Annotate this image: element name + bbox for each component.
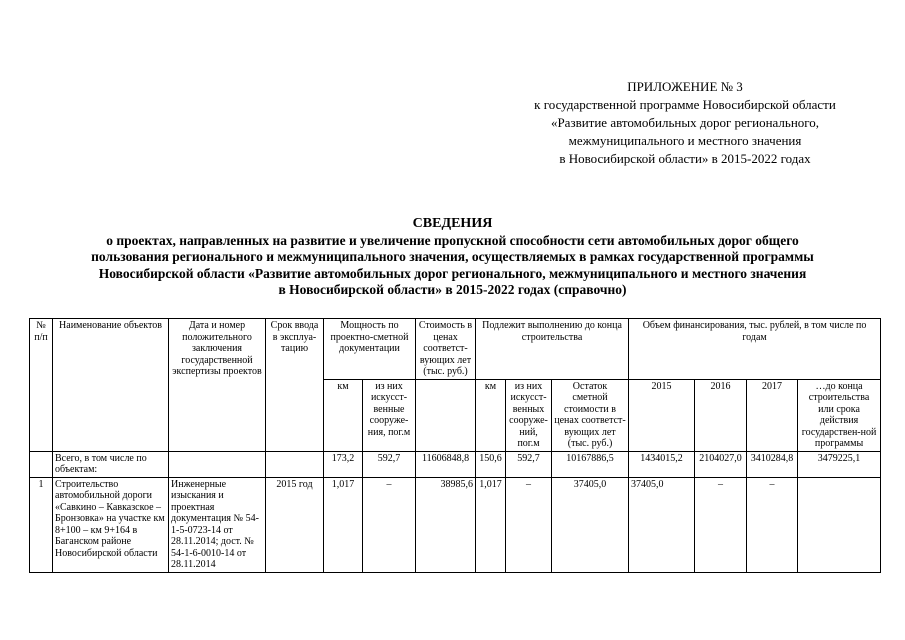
header-name: Наименование объектов: [53, 319, 169, 452]
appendix-number: ПРИЛОЖЕНИЕ № 3: [627, 79, 743, 94]
total-cap-km: 173,2: [324, 451, 363, 477]
row-ex-rest: 37405,0: [552, 477, 629, 572]
row-ex-km: 1,017: [476, 477, 506, 572]
row-2017: –: [747, 477, 798, 572]
header-ex-km: км: [476, 379, 506, 451]
total-ex-art: 592,7: [506, 451, 552, 477]
header-cap-art: из них искусст-венные сооруже-ния, пог.м: [363, 379, 416, 451]
header-2017: 2017: [747, 379, 798, 451]
row-name: Строительство автомобильной дороги «Савкино – Кавказское – Бронзовка» на участке км 8+100 – км 9+164 в Баганском районе Новосибирской области: [53, 477, 169, 572]
header-2016: 2016: [695, 379, 747, 451]
header-ex-art: из них искусст-венных сооруже-ний, пог.м: [506, 379, 552, 451]
total-num: [30, 451, 53, 477]
total-2015: 1434015,2: [629, 451, 695, 477]
appendix-line: в Новосибирской области» в 2015-2022 годах: [559, 151, 811, 166]
total-2016: 2104027,0: [695, 451, 747, 477]
header-cost-cont: [416, 379, 476, 451]
header-ex-rest: Остаток сметной стоимости в ценах соответст-вующих лет (тыс. руб.): [552, 379, 629, 451]
row-expertise: Инженерные изыскания и проектная документация № 54-1-5-0723-14 от 28.11.2014; дост. № 54-1-6-0010-14 от 28.11.2014: [169, 477, 266, 572]
row-2016: –: [695, 477, 747, 572]
header-execution: Подлежит выполнению до конца строительства: [476, 319, 629, 380]
header-cost: Стоимость в ценах соответст-вующих лет (тыс. руб.): [416, 319, 476, 380]
title-line: пользования регионального и межмуниципального значения, осуществляемых в рамках государственной программы: [91, 249, 814, 264]
title-line: Новосибирской области «Развитие автомобильных дорог регионального, межмуниципального и местного значения: [98, 265, 807, 281]
title-heading: СВЕДЕНИЯ: [412, 216, 493, 231]
total-row: [30, 451, 881, 477]
total-ex-rest: 10167886,5: [552, 451, 629, 477]
total-label: Всего, в том числе по объектам:: [53, 451, 169, 477]
total-cost: 11606848,8: [416, 451, 476, 477]
header-financing: Объем финансирования, тыс. рублей, в том числе по годам: [629, 319, 881, 380]
row-term: 2015 год: [266, 477, 324, 572]
row-cost: 38985,6: [416, 477, 476, 572]
row-ex-art: –: [506, 477, 552, 572]
row-end: [798, 477, 881, 572]
total-ex-km: 150,6: [476, 451, 506, 477]
title-line: о проектах, направленных на развитие и увеличение пропускной способности сети автомобильных дорог общего: [106, 232, 799, 248]
title-line: в Новосибирской области» в 2015-2022 годах (справочно): [278, 282, 627, 297]
appendix-line: межмуниципального и местного значения: [568, 133, 802, 148]
header-num: № п/п: [30, 319, 53, 452]
header-2015: 2015: [629, 379, 695, 451]
total-end: 3479225,1: [798, 451, 881, 477]
row-num: 1: [30, 477, 53, 572]
total-term: [266, 451, 324, 477]
header-row: [30, 319, 881, 380]
total-cap-art: 592,7: [363, 451, 416, 477]
projects-table: [29, 318, 881, 573]
header-capacity: Мощность по проектно-сметной документации: [324, 319, 416, 380]
header-cap-km: км: [324, 379, 363, 451]
header-expertise: Дата и номер положительного заключения государственной экспертизы проектов: [169, 319, 266, 452]
appendix-line: «Развитие автомобильных дорог регионального,: [550, 115, 820, 130]
appendix-caption: [470, 78, 900, 168]
row-cap-km: 1,017: [324, 477, 363, 572]
appendix-line: к государственной программе Новосибирской области: [534, 97, 836, 112]
header-end: …до конца строительства или срока действия государствен-ной программы: [798, 379, 881, 451]
row-2015: 37405,0: [629, 477, 695, 572]
row-cap-art: –: [363, 477, 416, 572]
total-expertise: [169, 451, 266, 477]
header-term: Срок ввода в эксплуа-тацию: [266, 319, 324, 452]
document-title: [20, 216, 885, 299]
total-2017: 3410284,8: [747, 451, 798, 477]
table-row: [30, 477, 881, 572]
